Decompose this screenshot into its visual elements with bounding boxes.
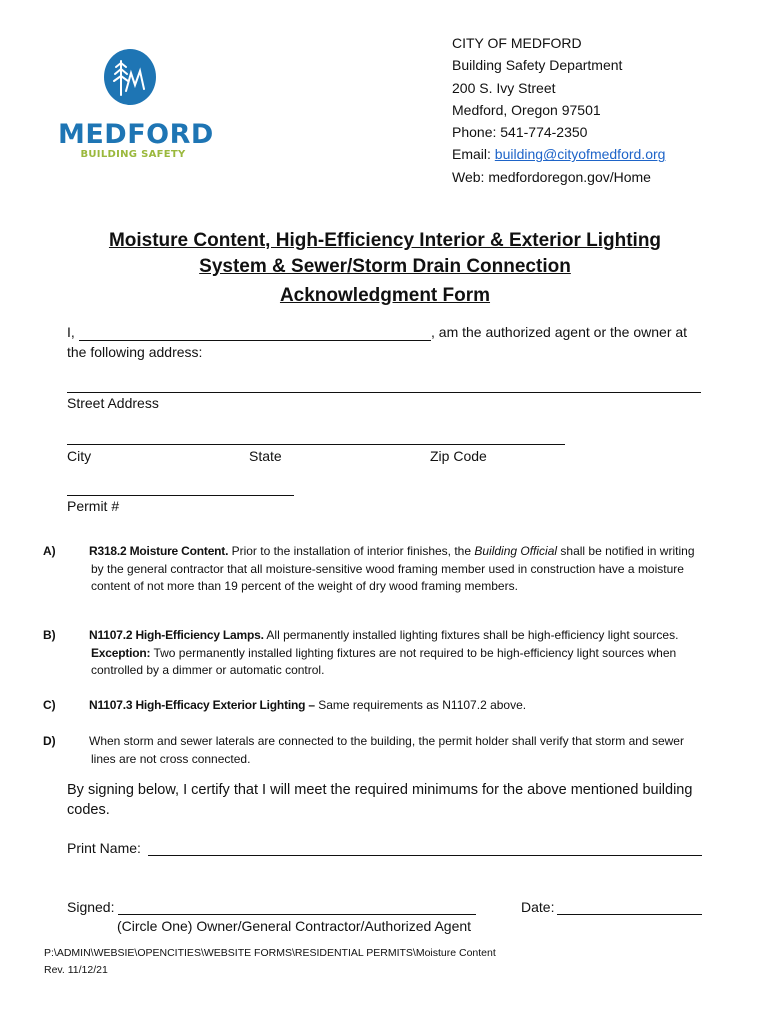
- certification-statement: By signing below, I certify that I will meet the required minimums for the above mentioned building codes.: [67, 782, 693, 818]
- document-footer: [44, 945, 496, 979]
- intro-prefix: I,: [67, 324, 75, 340]
- item-text: Prior to the installation of interior finishes, the: [228, 544, 475, 558]
- department-address: [452, 32, 665, 188]
- item-text-cont: Two permanently installed lighting fixtures are not required to be high-efficiency light sources when controlled by a dimmer or automatic control.: [91, 645, 677, 677]
- item-letter: D): [43, 734, 56, 748]
- intro-suffix: , am the authorized agent or the owner at: [431, 324, 688, 340]
- address-line: CITY OF MEDFORD: [452, 35, 582, 51]
- title-line-1: Moisture Content, High-Efficiency Interior & Exterior Lighting: [108, 230, 662, 251]
- permit-field-line[interactable]: [67, 495, 294, 496]
- list-item-a: [43, 543, 697, 596]
- form-title: [0, 228, 770, 309]
- logo-subtitle: BUILDING SAFETY: [80, 149, 186, 160]
- city-state-zip-line[interactable]: [67, 444, 565, 445]
- name-field-line[interactable]: [79, 340, 431, 341]
- circle-one-roles: (Circle One) Owner/General Contractor/Authorized Agent: [117, 918, 472, 934]
- list-item-b: [43, 627, 697, 680]
- street-label: Street Address: [67, 395, 159, 411]
- address-line: 200 S. Ivy Street: [452, 79, 556, 96]
- item-letter: C): [43, 698, 56, 712]
- print-name-label: Print Name:: [67, 840, 141, 856]
- email-link[interactable]: building@cityofmedford.org: [494, 146, 666, 163]
- address-line: Medford, Oregon 97501: [452, 101, 601, 118]
- item-letter: B): [43, 628, 56, 642]
- intro-line-2: the following address:: [67, 344, 203, 360]
- signed-label: Signed:: [67, 899, 115, 915]
- permit-label: Permit #: [67, 498, 120, 514]
- state-label: State: [249, 448, 282, 464]
- email-line: [452, 143, 665, 165]
- title-line-3: Acknowledgment Form: [279, 285, 491, 306]
- medford-logo: [58, 45, 214, 175]
- date-line[interactable]: [557, 914, 702, 915]
- exception-label: Exception:: [91, 645, 151, 660]
- city-label: City: [67, 448, 92, 464]
- zip-label: Zip Code: [430, 448, 487, 464]
- print-name-line[interactable]: [148, 855, 702, 856]
- item-text: All permanently installed lighting fixtures shall be high-efficiency light sources.: [263, 628, 679, 642]
- item-heading: R318.2 Moisture Content.: [89, 544, 229, 558]
- revision-date: Rev. 11/12/21: [44, 964, 108, 976]
- item-text-cont: shall be notified in writing by the general contractor that all moisture-sensitive wood framing member used in construction have a moisture content of not more than 19 percent of the weight of dry wood framing members.: [91, 544, 695, 593]
- item-heading: N1107.3 High-Efficacy Exterior Lighting –: [89, 698, 315, 712]
- item-letter: A): [43, 544, 56, 558]
- email-label: Email:: [452, 146, 495, 163]
- item-text: When storm and sewer laterals are connected to the building, the permit holder shall verify that storm and sewer lines are not cross connected.: [89, 734, 684, 766]
- item-text: Same requirements as N1107.2 above.: [314, 698, 527, 712]
- date-label: Date:: [521, 899, 555, 915]
- phone-line: Phone: 541-774-2350: [452, 124, 588, 141]
- list-item-c: [43, 697, 697, 715]
- street-field-line[interactable]: [67, 392, 701, 393]
- item-italic: Building Official: [474, 544, 558, 558]
- title-line-2: System & Sewer/Storm Drain Connection: [199, 256, 571, 277]
- address-line: Building Safety Department: [452, 57, 623, 74]
- tree-m-icon: [104, 49, 156, 105]
- web-line: Web: medfordoregon.gov/Home: [452, 168, 651, 185]
- logo-wordmark: MEDFORD: [58, 119, 214, 150]
- list-item-d: [43, 733, 697, 768]
- file-path: P:\ADMIN\WEBSIE\OPENCITIES\WEBSITE FORMS\RESIDENTIAL PERMITS\Moisture Content: [44, 947, 496, 959]
- signature-line[interactable]: [118, 914, 476, 915]
- item-heading: N1107.2 High-Efficiency Lamps.: [89, 628, 264, 642]
